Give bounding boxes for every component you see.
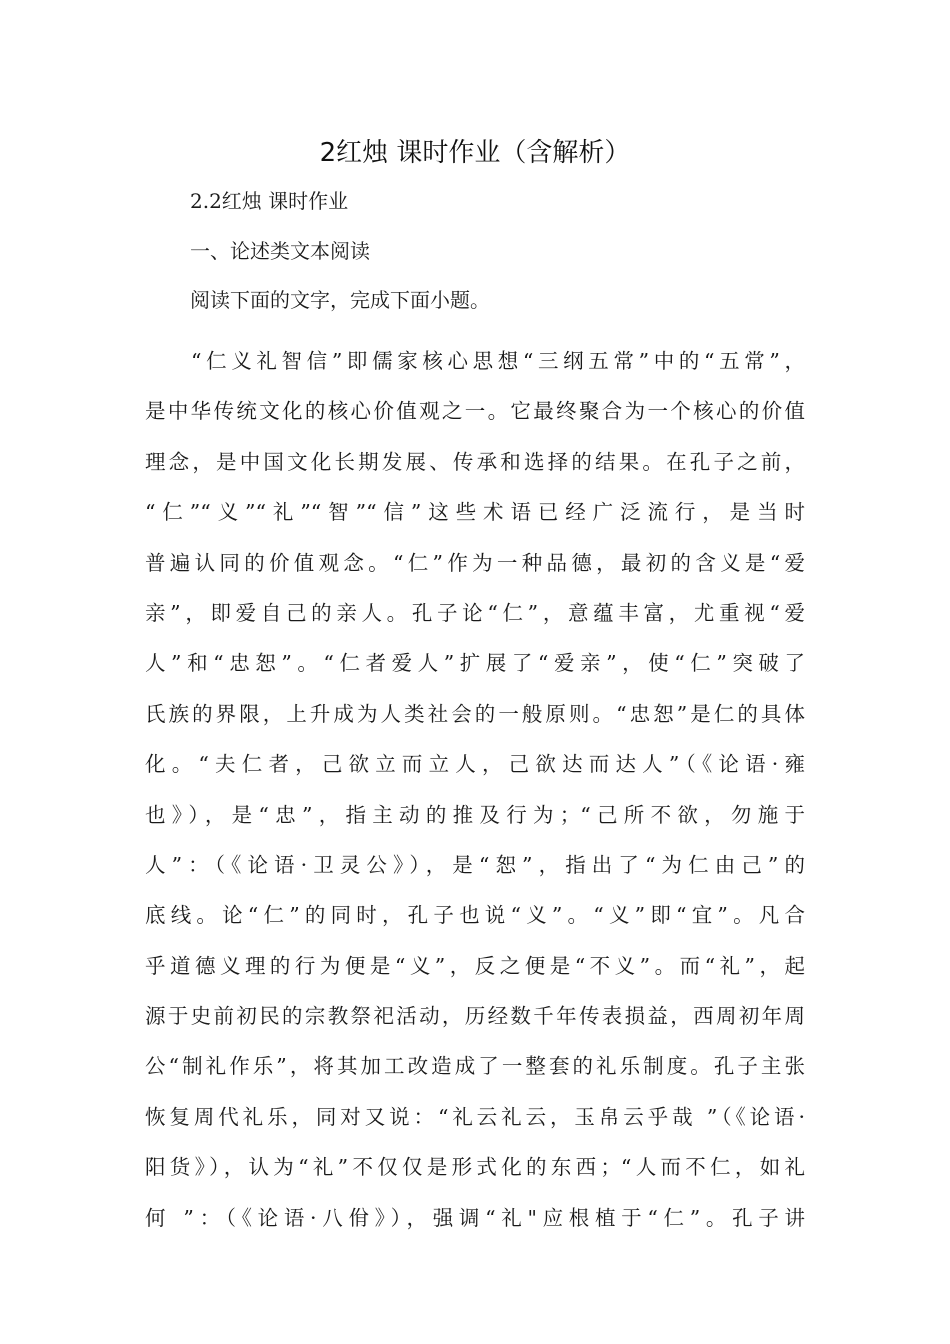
passage-line: 恢复周代礼乐，同对又说：“礼云礼云，玉帛云乎哉 ”（《论语· [145, 1104, 805, 1129]
passage-line: “仁”“义”“礼”“智”“信”这些术语已经广泛流行，是当时 [145, 500, 805, 525]
passage-line: 化。“夫仁者，己欲立而立人，己欲达而达人”（《论语·雍 [145, 752, 805, 777]
passage-line: 何 ”：（《论语·八佾》），强调“礼"应根植于“仁”。孔子讲 [145, 1205, 805, 1230]
section-heading: 一、论述类文本阅读 [190, 239, 370, 263]
passage-line: 氏族的界限，上升成为人类社会的一般原则。“忠恕”是仁的具体 [145, 701, 805, 726]
passage-line: 公“制礼作乐”，将其加工改造成了一整套的礼乐制度。孔子主张 [145, 1054, 805, 1079]
passage-line: 底线。论“仁”的同时，孔子也说“义”。“义”即“宜”。凡合 [145, 903, 805, 928]
passage-line: 是中华传统文化的核心价值观之一。它最终聚合为一个核心的价值 [145, 399, 805, 424]
passage-line: 源于史前初民的宗教祭祀活动，历经数千年传表损益，西周初年周 [145, 1004, 805, 1029]
passage-line: 乎道德义理的行为便是“义”，反之便是“不义”。而“礼”，起 [145, 953, 805, 978]
subtitle: 2.2红烛 课时作业 [190, 189, 349, 213]
passage-line: 人”：（《论语·卫灵公》），是“恕”，指出了“为仁由己”的 [145, 852, 805, 877]
passage-line: 理念，是中国文化长期发展、传承和选择的结果。在孔子之前， [145, 449, 805, 474]
passage-line: 亲”，即爱自己的亲人。孔子论“仁”，意蕴丰富，尤重视“爱 [145, 600, 805, 625]
document-title: 2红烛 课时作业（含解析） [319, 138, 631, 168]
passage-line: 阳货》），认为“礼”不仅仅是形式化的东西；“人而不仁，如礼 [145, 1155, 805, 1180]
passage-line: 人”和“忠恕”。“仁者爱人”扩展了“爱亲”，使“仁”突破了 [145, 651, 805, 676]
instruction-text: 阅读下面的文字，完成下面小题。 [190, 288, 490, 312]
passage-line: 普遍认同的价值观念。“仁”作为一种品德，最初的含义是“爱 [145, 550, 805, 575]
passage-line: “仁义礼智信”即儒家核心思想“三纲五常”中的“五常”， [191, 349, 805, 373]
passage-line: 也》），是“忠”，指主动的推及行为；“己所不欲，勿施于 [145, 802, 805, 827]
passage-body [145, 336, 805, 1243]
